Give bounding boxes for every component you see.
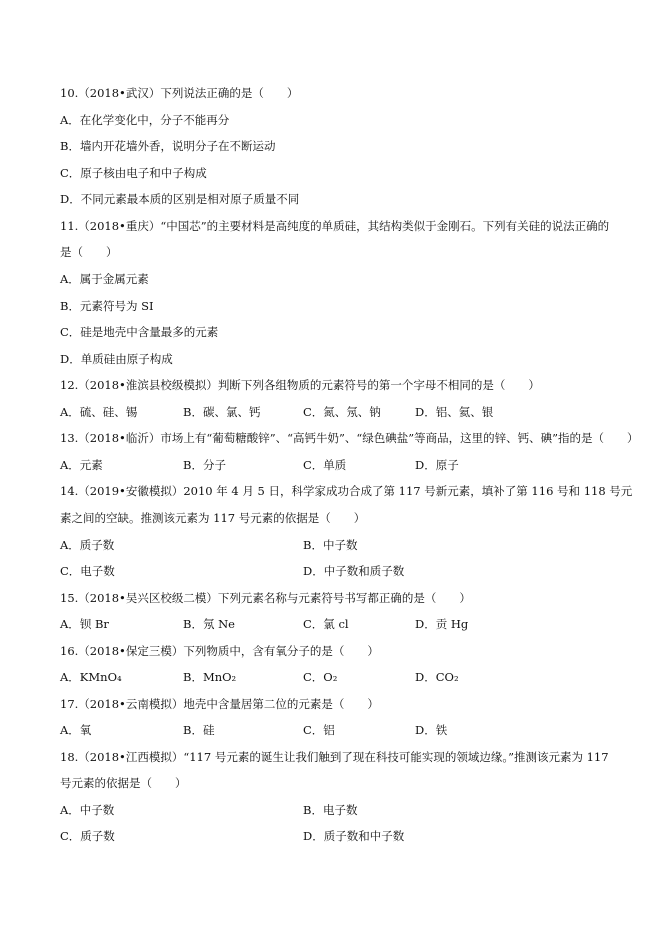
question-16-option-c: C．O₂ [303, 670, 338, 684]
question-10-option-d: D．不同元素最本质的区别是相对原子质量不同 [60, 192, 300, 206]
question-13-option-a: A．元素 [60, 458, 103, 472]
question-12-option-d: D．铝、氦、银 [415, 405, 494, 419]
question-17-option-d: D．铁 [415, 723, 448, 737]
question-16-stem: 16.（2018•保定三模）下列物质中，含有氧分子的是（ ） [60, 644, 379, 658]
question-14-option-b: B．中子数 [303, 538, 358, 552]
question-13-stem: 13.（2018•临沂）市场上有“葡萄糖酸锌”、“高钙牛奶”、“绿色碘盐”等商品，这里的锌、钙、碘”指的是（ ） [60, 431, 639, 445]
question-11-option-d: D．单质硅由原子构成 [60, 352, 173, 366]
question-13-option-b: B．分子 [183, 458, 226, 472]
question-11-stem-line1: 11.（2018•重庆）“中国芯”的主要材料是高纯度的单质硅，其结构类似于金刚石。下列有关硅的说法正确的 [60, 219, 610, 233]
question-17-option-a: A．氧 [60, 723, 92, 737]
question-16-option-b: B．MnO₂ [183, 670, 237, 684]
question-11-option-c: C．硅是地壳中含量最多的元素 [60, 325, 219, 339]
question-17-option-b: B．硅 [183, 723, 215, 737]
question-12-option-a: A．硫、硅、锡 [60, 405, 138, 419]
question-10-option-b: B．墙内开花墙外香，说明分子在不断运动 [60, 139, 276, 153]
question-15-option-a: A．钡 Br [60, 617, 109, 631]
question-17-stem: 17.（2018•云南模拟）地壳中含量居第二位的元素是（ ） [60, 697, 379, 711]
question-18-option-a: A．中子数 [60, 803, 115, 817]
question-18-option-b: B．电子数 [303, 803, 358, 817]
question-14-stem-line2: 素之间的空缺。推测该元素为 117 号元素的依据是（ ） [60, 511, 366, 525]
question-11-stem-line2: 是（ ） [60, 245, 118, 259]
question-14-stem-line1: 14.（2019•安徽模拟）2010 年 4 月 5 日，科学家成功合成了第 117 号新元素，填补了第 116 号和 118 号元 [60, 484, 633, 498]
question-18-stem-line1: 18.（2018•江西模拟）“117 号元素的诞生让我们触到了现在科技可能实现的领域边缘。”推测该元素为 117 [60, 750, 609, 764]
question-18-option-c: C．质子数 [60, 829, 115, 843]
question-15-stem: 15.（2018•吴兴区校级二模）下列元素名称与元素符号书写都正确的是（ ） [60, 591, 471, 605]
question-17-option-c: C．铝 [303, 723, 335, 737]
question-14-option-c: C．电子数 [60, 564, 115, 578]
question-13-option-d: D．原子 [415, 458, 459, 472]
question-11-option-a: A．属于金属元素 [60, 272, 149, 286]
question-12-option-c: C．氮、氖、钠 [303, 405, 381, 419]
question-14-option-d: D．中子数和质子数 [303, 564, 405, 578]
question-12-option-b: B．碳、氯、钙 [183, 405, 261, 419]
question-15-option-d: D．贡 Hg [415, 617, 469, 631]
question-15-option-c: C．氯 cl [303, 617, 349, 631]
question-16-option-a: A．KMnO₄ [60, 670, 122, 684]
question-16-option-d: D．CO₂ [415, 670, 459, 684]
question-13-option-c: C．单质 [303, 458, 347, 472]
question-15-option-b: B．氖 Ne [183, 617, 235, 631]
question-10-option-a: A．在化学变化中，分子不能再分 [60, 113, 230, 127]
question-18-stem-line2: 号元素的依据是（ ） [60, 776, 187, 790]
question-14-option-a: A．质子数 [60, 538, 115, 552]
question-10-stem: 10.（2018•武汉）下列说法正确的是（ ） [60, 86, 299, 100]
question-12-stem: 12.（2018•淮滨县校级模拟）判断下列各组物质的元素符号的第一个字母不相同的是（ ） [60, 378, 540, 392]
question-18-option-d: D．质子数和中子数 [303, 829, 405, 843]
question-10-option-c: C．原子核由电子和中子构成 [60, 166, 207, 180]
question-11-option-b: B．元素符号为 SI [60, 299, 154, 313]
